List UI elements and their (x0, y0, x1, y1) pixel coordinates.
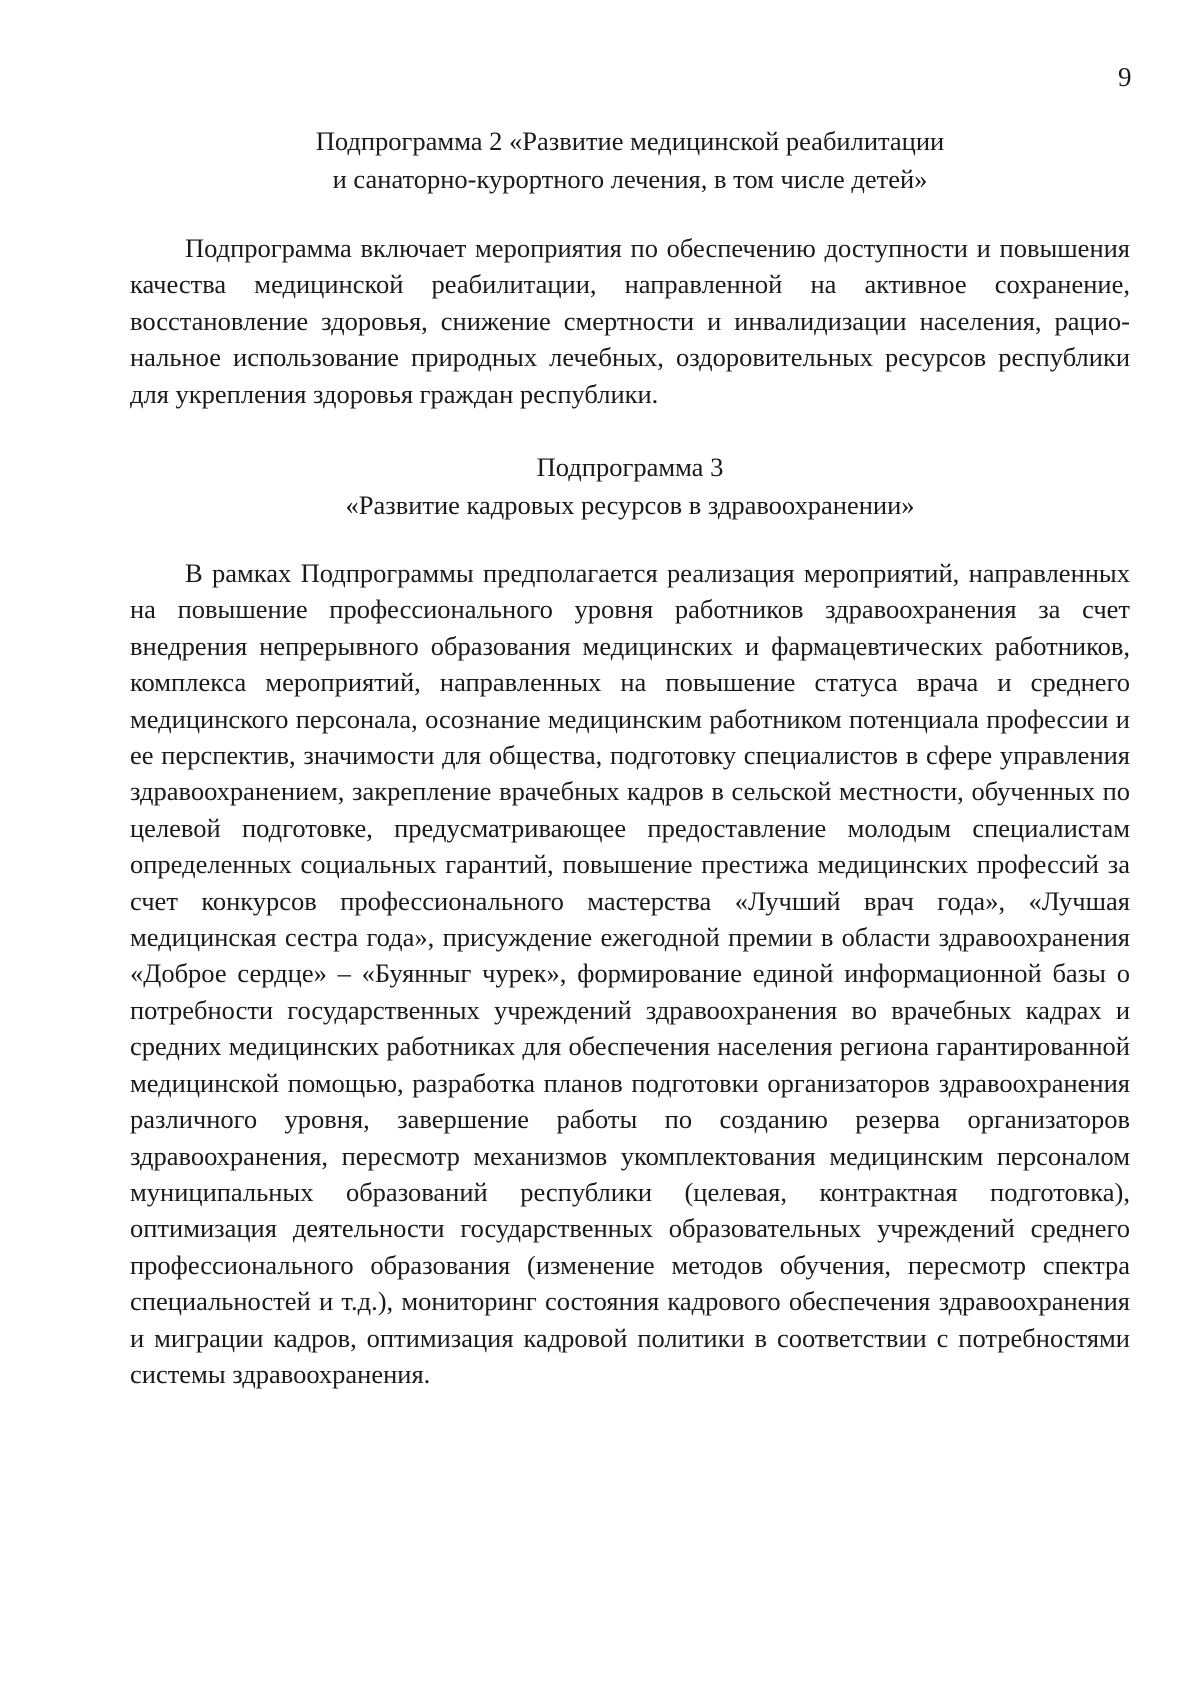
heading-line: Подпрограмма 2 «Развитие медицинской реабилитации (315, 126, 945, 156)
subprogram-2-heading (130, 122, 1130, 198)
subprogram-2-paragraph: Подпрограмма включает мероприятия по обеспечению доступности и повышения качества медицинской реабилитации, направленной на активное сохранение, восстановление здоровья, снижение смертности и инвалидизации населения, рациональное использование природных лечебных, оздоровительных ресурсов республики для укрепления здоровья граждан республики. (130, 233, 1130, 409)
subprogram-3-paragraph: В рамках Подпрограммы предполагается реализация мероприятий, направленных на повышение профессионального уровня работников здравоохранения за счет внедрения непрерывного образования медицинских и фармацевтических работников, комплекса мероприятий, направленных на повышение статуса врача и среднего медицинского персонала, осознание медицинским работником потенциала профессии и ее перспектив, значимости для общества, подготовку специалистов в сфере управления здравоохранением, закрепление врачебных кадров в сельской местности, обученных по целевой подготовке, предусматривающее предоставление молодым специалистам определенных социальных гарантий, повышение престижа медицинских профессий за счет конкурсов профессионального мастерства «Лучший врач года», «Лучшая медицинская сестра года», присуждение ежегодной премии в области здравоохранения «Доброе сердце» – «Буянныг чурек», формирование единой информационной базы о потребности государственных учреждений здравоохранения во врачебных кадрах и средних медицинских работниках для обеспечения населения региона гарантированной медицинской помощью, разработка планов подготовки организаторов здравоохранения различного уровня, завершение работы по созданию резерва организаторов здравоохранения, пересмотр механизмов укомплектования медицинским персоналом муниципальных образований республики (целевая, контрактная подготовка), оптимизация деятельности государственных образовательных учреждений среднего профессионального образования (изменение методов обучения, пересмотр спектра специальностей и т.д.), мониторинг состояния кадрового обеспечения здравоохранения и миграции кадров, оптимизация кадровой политики в соответствии с потребностями системы здравоохранения. (130, 558, 1130, 1389)
heading-line: и санаторно-курортного лечения, в том числе детей» (332, 164, 928, 194)
heading-line: Подпрограмма 3 (536, 452, 724, 482)
subprogram-3-heading (130, 448, 1130, 524)
page-number: 9 (1118, 62, 1132, 92)
heading-line: «Развитие кадровых ресурсов в здравоохранении» (345, 490, 915, 520)
